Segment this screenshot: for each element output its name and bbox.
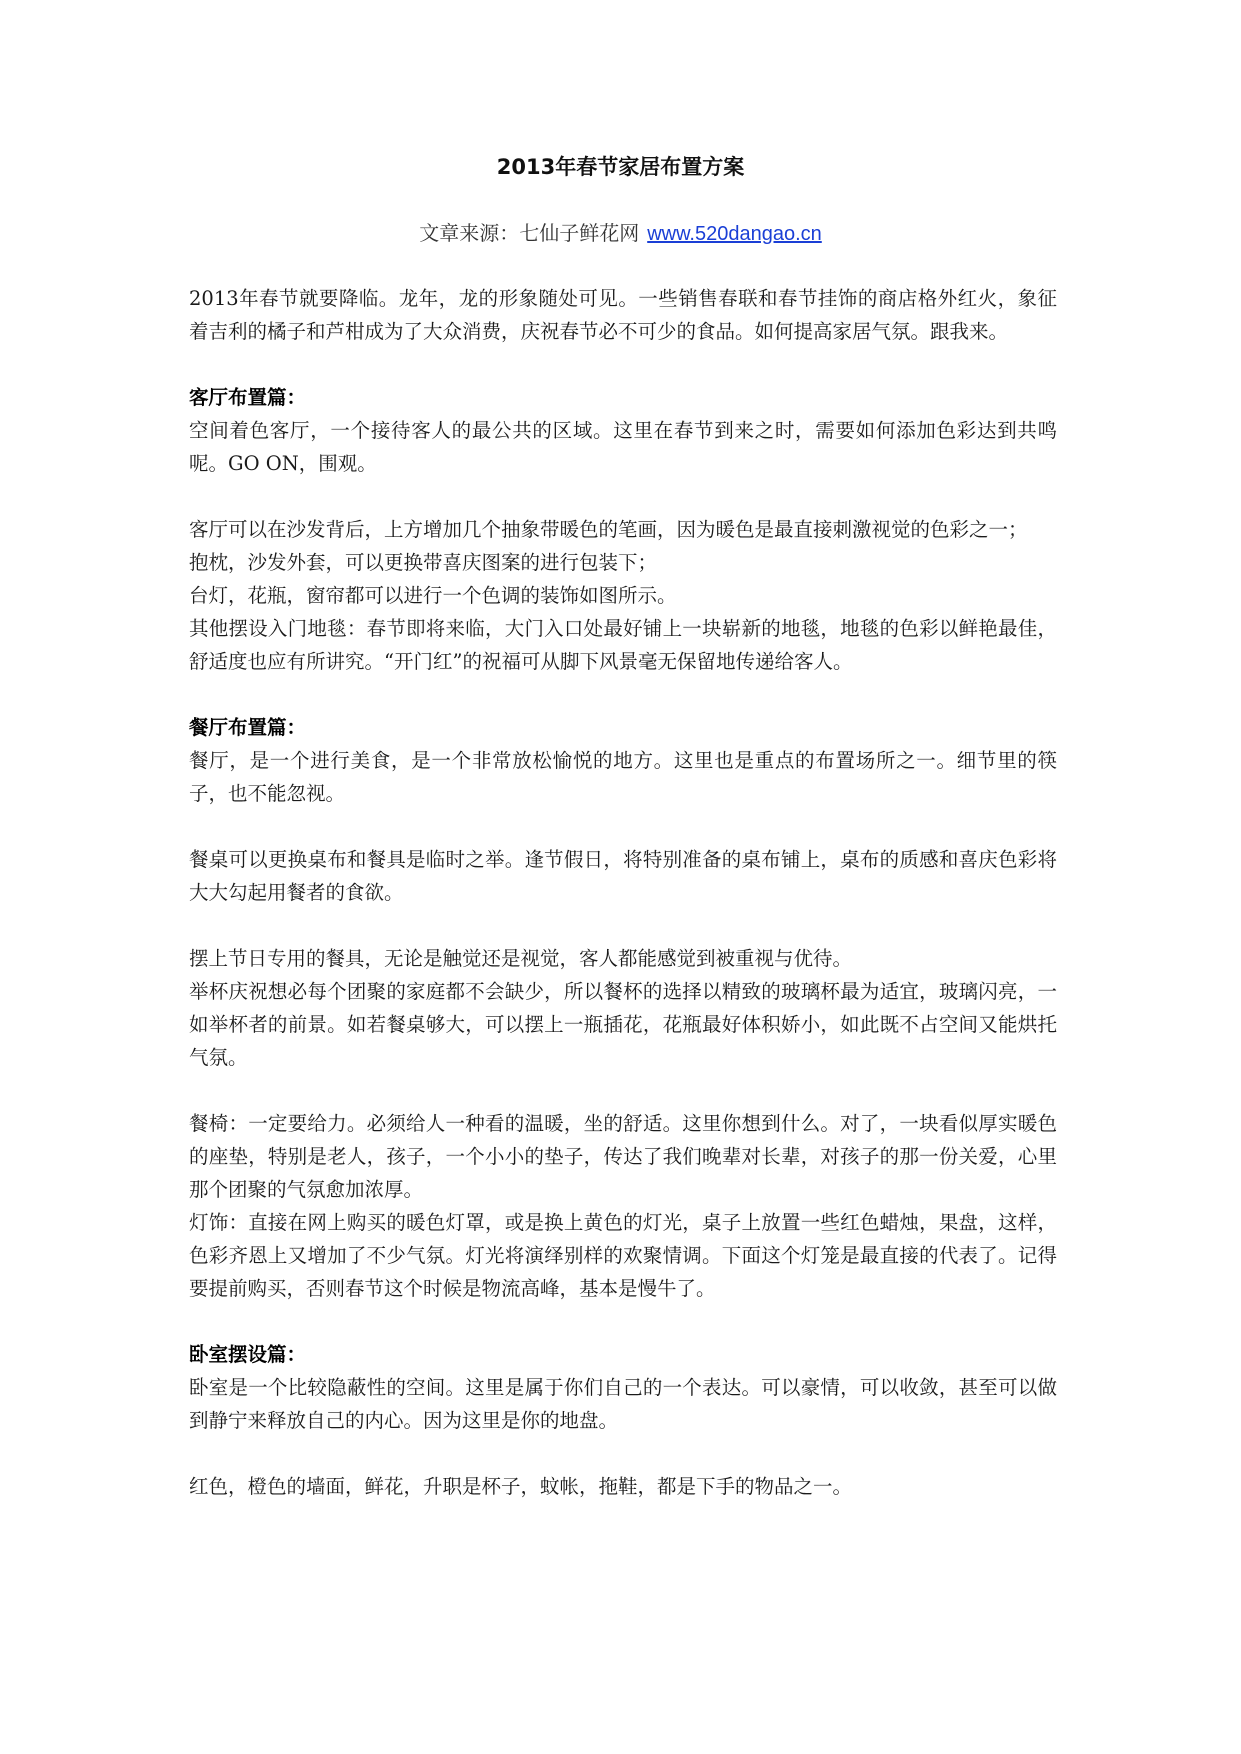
dining-room-paragraph: 餐厅，是一个进行美食，是一个非常放松愉悦的地方。这里也是重点的布置场所之一。细节里的筷子，也不能忽视。 xyxy=(189,749,1057,805)
source-label: 文章来源：七仙子鲜花网 xyxy=(419,221,640,245)
dining-room-paragraph: 餐椅：一定要给力。必须给人一种看的温暖，坐的舒适。这里你想到什么。对了，一块看似厚实暖色的座垫，特别是老人，孩子，一个小小的垫子，传达了我们晚辈对长辈，对孩子的那一份关爱，心里那个团聚的气氛愈加浓厚。 xyxy=(189,1112,1057,1201)
spacer xyxy=(189,1437,1057,1470)
bedroom-paragraph: 卧室是一个比较隐蔽性的空间。这里是属于你们自己的一个表达。可以豪情，可以收敛，甚至可以做到静宁来释放自己的内心。因为这里是你的地盘。 xyxy=(189,1376,1057,1432)
spacer xyxy=(189,909,1057,942)
bedroom-paragraph: 红色，橙色的墙面，鲜花，升职是杯子，蚊帐，拖鞋，都是下手的物品之一。 xyxy=(189,1475,853,1498)
dining-room-paragraph: 灯饰：直接在网上购买的暖色灯罩，或是换上黄色的灯光，桌子上放置一些红色蜡烛，果盘，这样，色彩齐恩上又增加了不少气氛。灯光将演绎别样的欢聚情调。下面这个灯笼是最直接的代表了。记得要提前购买，否则春节这个时候是物流高峰，基本是慢牛了。 xyxy=(189,1211,1057,1300)
dining-room-heading: 餐厅布置篇： xyxy=(189,716,307,739)
article-source xyxy=(0,218,1241,249)
living-room-paragraph: 台灯，花瓶，窗帘都可以进行一个色调的装饰如图所示。 xyxy=(189,584,677,607)
article-body xyxy=(189,282,1057,1503)
spacer xyxy=(189,678,1057,711)
intro-paragraph: 2013年春节就要降临。龙年，龙的形象随处可见。一些销售春联和春节挂饰的商店格外红火，象征着吉利的橘子和芦柑成为了大众消费，庆祝春节必不可少的食品。如何提高家居气氛。跟我来。 xyxy=(189,287,1057,343)
dining-room-paragraph: 摆上节日专用的餐具，无论是触觉还是视觉，客人都能感觉到被重视与优待。 xyxy=(189,947,853,970)
spacer xyxy=(189,810,1057,843)
living-room-paragraph: 客厅可以在沙发背后，上方增加几个抽象带暖色的笔画，因为暖色是最直接刺激视觉的色彩之一； xyxy=(189,518,1028,541)
document-title: 2013年春节家居布置方案 xyxy=(496,155,745,179)
living-room-heading: 客厅布置篇： xyxy=(189,386,307,409)
source-link[interactable]: www.520dangao.cn xyxy=(647,223,822,245)
spacer xyxy=(189,1074,1057,1107)
bedroom-heading: 卧室摆设篇： xyxy=(189,1343,307,1366)
living-room-paragraph: 空间着色客厅，一个接待客人的最公共的区域。这里在春节到来之时，需要如何添加色彩达到共鸣呢。GO ON，围观。 xyxy=(189,419,1057,475)
spacer xyxy=(189,480,1057,513)
spacer xyxy=(189,1305,1057,1338)
living-room-paragraph: 其他摆设入门地毯：春节即将来临，大门入口处最好铺上一块崭新的地毯，地毯的色彩以鲜艳最佳，舒适度也应有所讲究。“开门红”的祝福可从脚下风景毫无保留地传递给客人。 xyxy=(189,617,1057,673)
spacer xyxy=(189,348,1057,381)
dining-room-paragraph: 举杯庆祝想必每个团聚的家庭都不会缺少，所以餐杯的选择以精致的玻璃杯最为适宜，玻璃闪亮，一如举杯者的前景。如若餐桌够大，可以摆上一瓶插花，花瓶最好体积娇小，如此既不占空间又能烘托气氛。 xyxy=(189,980,1057,1069)
dining-room-paragraph: 餐桌可以更换桌布和餐具是临时之举。逢节假日，将特别准备的桌布铺上，桌布的质感和喜庆色彩将大大勾起用餐者的食欲。 xyxy=(189,848,1057,904)
living-room-paragraph: 抱枕，沙发外套，可以更换带喜庆图案的进行包装下； xyxy=(189,551,658,574)
